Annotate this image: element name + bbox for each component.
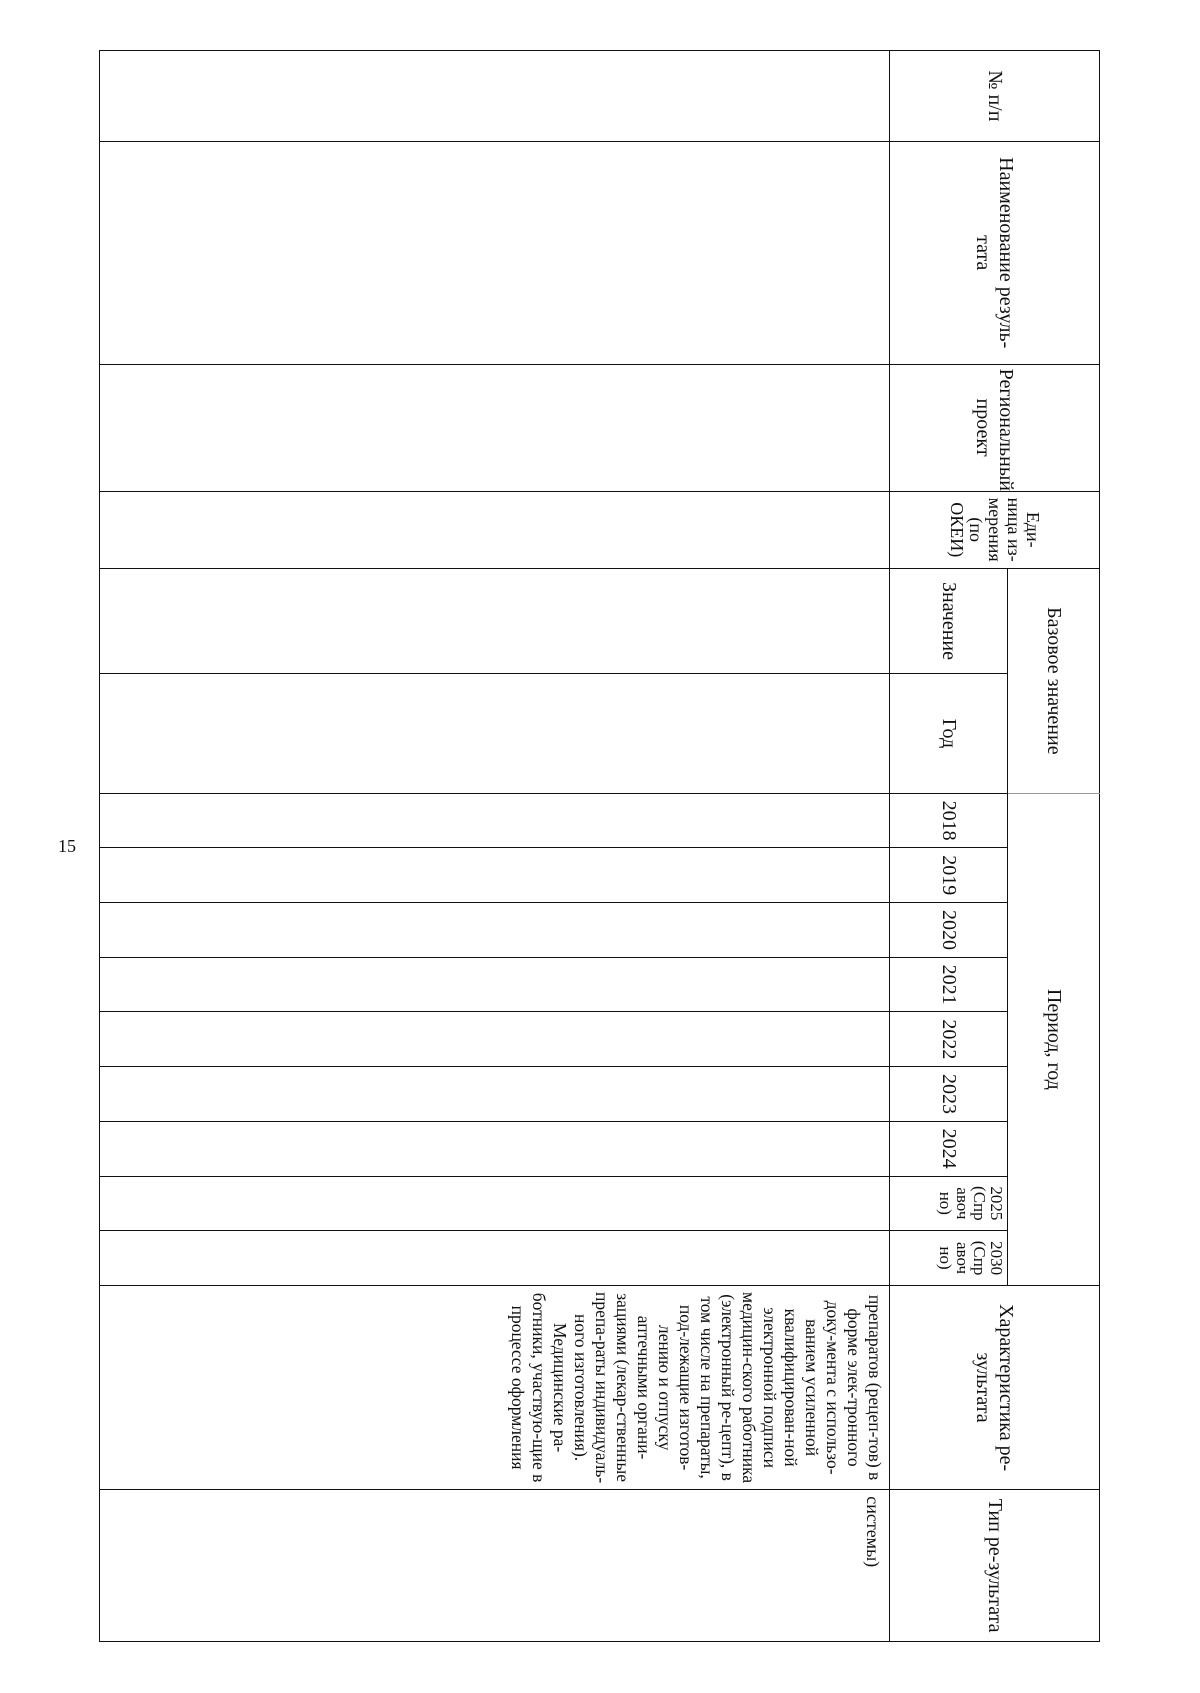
cell-year-2030 — [100, 1231, 890, 1286]
header-year-2030: 2030 (Спр авоч но) — [890, 1231, 1008, 1286]
rotated-content — [100, 50, 1100, 1642]
header-year-2024: 2024 — [890, 1121, 1008, 1176]
header-base-value-year: Год — [890, 674, 1008, 794]
header-year-2021: 2021 — [890, 957, 1008, 1012]
header-year-2022: 2022 — [890, 1012, 1008, 1067]
cell-base-year — [100, 674, 890, 794]
cell-year-2023 — [100, 1067, 890, 1122]
header-year-2023: 2023 — [890, 1067, 1008, 1122]
cell-year-2022 — [100, 1012, 890, 1067]
header-period: Период, год — [1008, 793, 1100, 1285]
cell-regional-project — [100, 364, 890, 491]
rotated-sheet — [100, 50, 1100, 1642]
header-characteristic: Характеристика ре-зультата — [890, 1285, 1100, 1489]
header-regional-project: Региональный проект — [890, 364, 1100, 491]
table-row — [100, 51, 890, 1642]
cell-name — [100, 141, 890, 364]
cell-base-value — [100, 568, 890, 673]
cell-year-2019 — [100, 848, 890, 903]
header-num: № п/п — [890, 51, 1100, 142]
cell-unit — [100, 491, 890, 568]
header-year-2018: 2018 — [890, 793, 1008, 848]
header-type: Тип ре-зультата — [890, 1490, 1100, 1642]
header-year-2019: 2019 — [890, 848, 1008, 903]
cell-num — [100, 51, 890, 142]
cell-year-2025 — [100, 1176, 890, 1231]
header-base-value-value: Значение — [890, 568, 1008, 673]
header-year-2025: 2025 (Спр авоч но) — [890, 1176, 1008, 1231]
results-table — [99, 50, 1100, 1642]
header-year-2020: 2020 — [890, 903, 1008, 958]
cell-year-2018 — [100, 793, 890, 848]
header-base-value: Базовое значение — [1008, 568, 1100, 793]
cell-year-2024 — [100, 1121, 890, 1176]
header-name: Наименование резуль-тата — [890, 141, 1100, 364]
header-unit: Еди-ница из-мерения (по ОКЕИ) — [890, 491, 1100, 568]
page-number: 15 — [58, 836, 76, 856]
cell-year-2021 — [100, 957, 890, 1012]
cell-year-2020 — [100, 903, 890, 958]
cell-type: системы) — [100, 1490, 890, 1642]
cell-characteristic: препаратов (рецеп-тов) в форме элек-тронного доку-мента с использо-ванием усиленной квалифицирован-ной электронной подписи медицин-ского работника (электронный ре-цепт), в том числе на препараты, под-лежащие изготов-лению и отпуску аптечными органи-зациями (лекар-ственные препа-раты индивидуаль-ного изготовления). Медицинские ра-ботники, участвую-щие в процессе оформления — [100, 1285, 890, 1489]
